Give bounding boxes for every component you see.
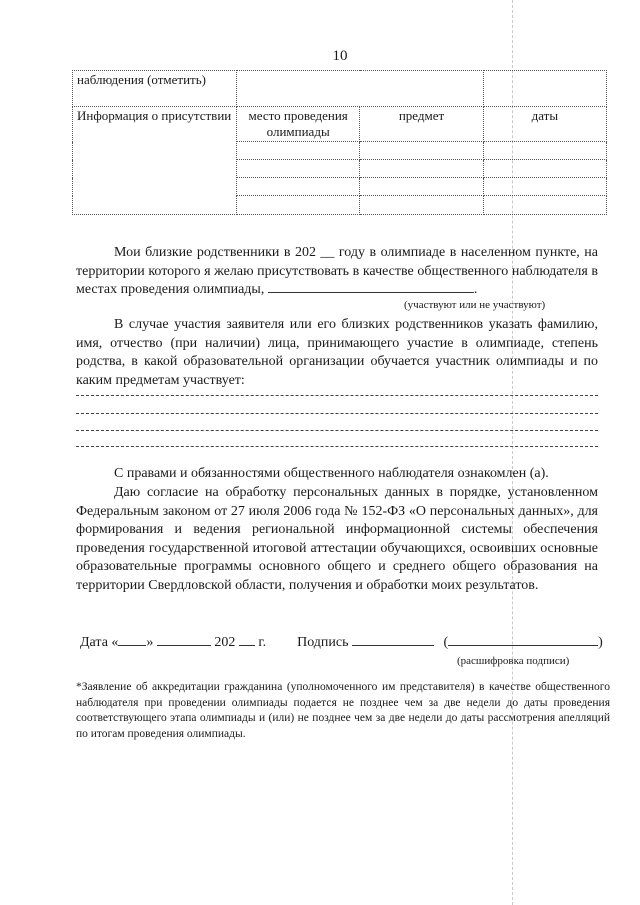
place-column-header: место проведения олимпиады bbox=[237, 107, 360, 142]
signature-decode-field[interactable] bbox=[448, 645, 598, 646]
page-number: 10 bbox=[332, 48, 348, 64]
dates-cell[interactable] bbox=[483, 160, 606, 178]
relatives-text: Мои близкие родственники в 202 __ году в олимпиаде в населенном пункте, на территории которого я желаю присутствовать в качестве общественного наблюдателя в местах проведения олимпиады, bbox=[76, 245, 598, 297]
participation-answer-line[interactable] bbox=[76, 446, 598, 447]
participation-paragraph: В случае участия заявителя или его близких родственников указать фамилию, имя, отчество (при наличии) лица, принимающего участие в олимпиаде, степень родства, в какой образовательной организации обучается участник олимпиады и по каким предметам участвует: bbox=[76, 317, 598, 388]
dates-cell[interactable] bbox=[483, 178, 606, 196]
subject-cell[interactable] bbox=[360, 178, 483, 196]
dates-cell[interactable] bbox=[483, 142, 606, 160]
table-row bbox=[73, 71, 607, 107]
subject-cell[interactable] bbox=[360, 142, 483, 160]
day-field[interactable] bbox=[118, 645, 146, 646]
participation-answer-line[interactable] bbox=[76, 430, 598, 431]
observation-label-cell: наблюдения (отметить) bbox=[73, 71, 237, 107]
place-cell[interactable] bbox=[237, 178, 360, 196]
year-field[interactable] bbox=[239, 645, 255, 646]
observation-input-cell[interactable] bbox=[483, 71, 606, 107]
place-cell[interactable] bbox=[237, 142, 360, 160]
dates-column-header: даты bbox=[483, 107, 606, 142]
subject-cell[interactable] bbox=[360, 196, 483, 215]
signature-label: Подпись bbox=[297, 635, 349, 650]
relatives-answer-field[interactable] bbox=[268, 292, 474, 293]
subject-column-header: предмет bbox=[360, 107, 483, 142]
observation-input-cell[interactable] bbox=[237, 71, 484, 107]
relatives-hint: (участвуют или не участвуют) bbox=[404, 299, 546, 311]
presence-label-cell: Информация о присутствии bbox=[73, 107, 237, 215]
consent-paragraph: Даю согласие на обработку персональных данных в порядке, установленном Федеральным законом от 27 июля 2006 года № 152-ФЗ «О персональных данных», для формирования и ведения региональной информационной системы обеспечения проведения государственной итоговой аттестации обучающихся, освоивших основные образовательные программы основного общего и среднего общего образования на территории Свердловской области, получения и обработки моих результатов. bbox=[76, 485, 598, 593]
signature-field[interactable] bbox=[352, 645, 434, 646]
table-row bbox=[73, 107, 607, 142]
date-label: Дата « bbox=[80, 635, 119, 650]
footnote: *Заявление об аккредитации гражданина (уполномоченного им представителя) в качестве общественного наблюдателя при проведении олимпиады подается не позднее чем за две недели до даты проведения соответствующего этапа олимпиады и (или) не позднее чем за две недели до даты рассмотрения апелляций по итогам проведения олимпиады. bbox=[76, 681, 610, 740]
participation-answer-line[interactable] bbox=[76, 395, 598, 396]
date-quote: » bbox=[146, 635, 154, 650]
month-field[interactable] bbox=[157, 645, 211, 646]
subject-cell[interactable] bbox=[360, 160, 483, 178]
place-cell[interactable] bbox=[237, 196, 360, 215]
year-label: 202 bbox=[214, 635, 236, 650]
dates-cell[interactable] bbox=[483, 196, 606, 215]
relatives-paragraph: Мои близкие родственники в 202 __ году в олимпиаде в населенном пункте, на территории которого я желаю присутствовать в качестве общественного наблюдателя в местах проведения олимпиады, . bbox=[76, 245, 598, 297]
presence-table bbox=[72, 70, 607, 215]
signature-decode-hint: (расшифровка подписи) bbox=[457, 655, 570, 667]
participation-answer-line[interactable] bbox=[76, 413, 598, 414]
signature-row: Дата « » 202 г. Подпись ( ) bbox=[80, 635, 603, 650]
rights-acknowledgement: С правами и обязанностями общественного наблюдателя ознакомлен (а). bbox=[114, 466, 549, 481]
year-suffix: г. bbox=[258, 635, 267, 650]
place-cell[interactable] bbox=[237, 160, 360, 178]
